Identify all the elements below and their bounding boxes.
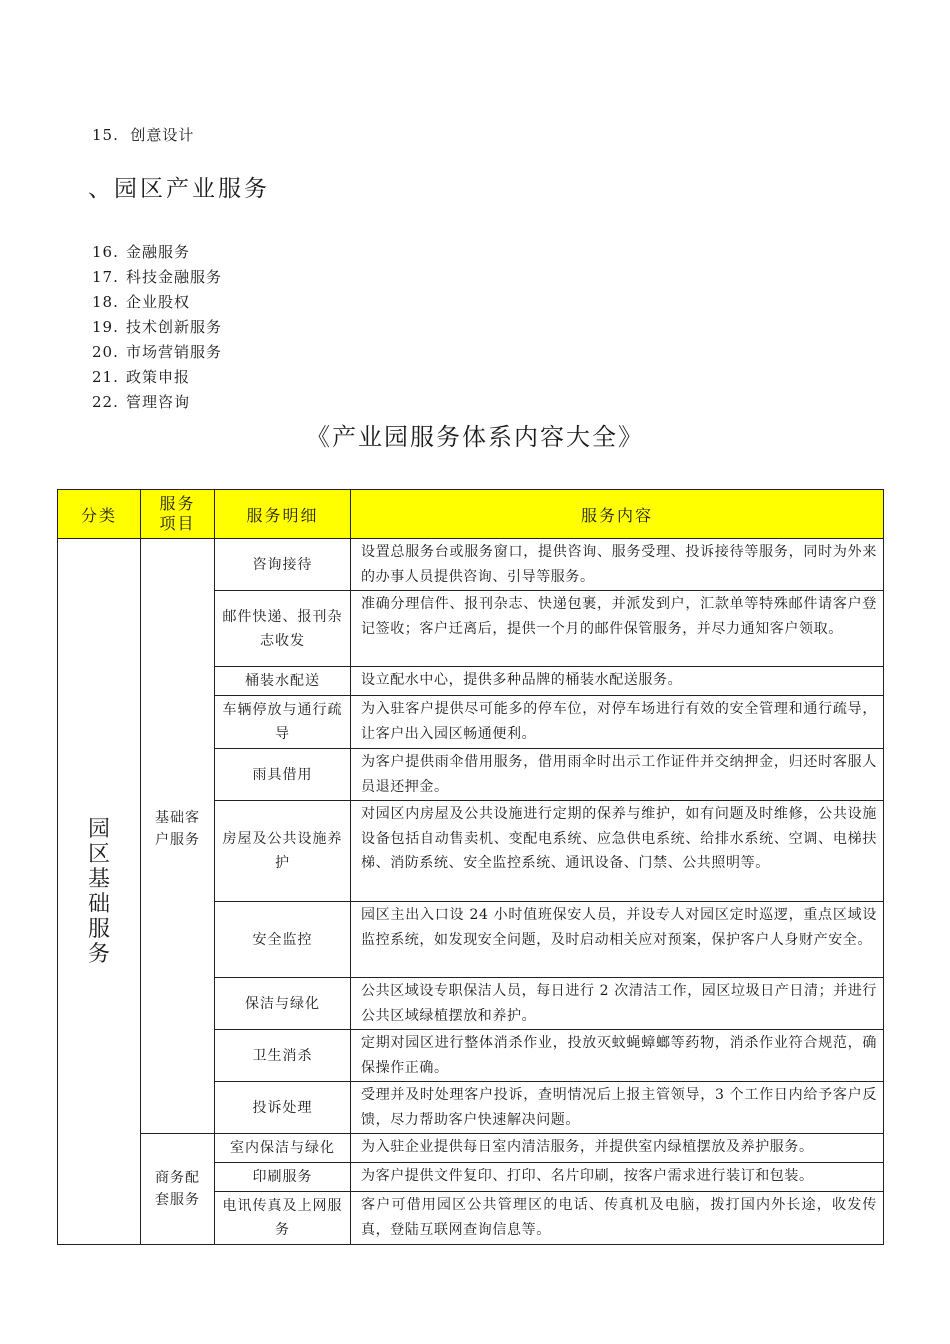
list-label: 金融服务 xyxy=(126,243,191,261)
list-number: 16. xyxy=(92,243,119,261)
content-cell: 设置总服务台或服务窗口，提供咨询、服务受理、投诉接待等服务，同时为外来的办事人员提供咨询、引导等服务。 xyxy=(351,539,884,591)
list-item xyxy=(92,315,222,340)
list-label: 创意设计 xyxy=(130,126,195,144)
table-header-row xyxy=(58,490,884,539)
category-label: 园区基础服务 xyxy=(87,816,110,967)
content-cell: 对园区内房屋及公共设施进行定期的保养与维护，如有问题及时维修，公共设施设备包括自动售卖机、变配电系统、应急供电系统、给排水系统、空调、电梯扶梯、消防系统、安全监控系统、通讯设备、门禁、公共照明等。 xyxy=(351,801,884,902)
list-label: 管理咨询 xyxy=(126,393,191,411)
list-item xyxy=(92,390,222,415)
service-list xyxy=(92,240,222,415)
header-item xyxy=(141,490,215,539)
list-number: 15. xyxy=(92,126,119,144)
content-cell: 准确分理信件、报刊杂志、快递包裹，并派发到户，汇款单等特殊邮件请客户登记签收；客户迁离后，提供一个月的邮件保管服务，并尽力通知客户领取。 xyxy=(351,591,884,667)
detail-cell: 车辆停放与通行疏导 xyxy=(215,696,351,749)
detail-cell: 房屋及公共设施养护 xyxy=(215,801,351,902)
list-number: 21. xyxy=(92,368,119,386)
section-heading: 、园区产业服务 xyxy=(88,176,270,202)
header-detail: 服务明细 xyxy=(215,490,351,539)
content-cell: 受理并及时处理客户投诉，查明情况后上报主管领导，3 个工作日内给予客户反馈，尽力帮助客户快速解决问题。 xyxy=(351,1082,884,1134)
list-item xyxy=(92,240,222,265)
content-cell: 为客户提供文件复印、打印、名片印刷，按客户需求进行装订和包装。 xyxy=(351,1163,884,1192)
list-item xyxy=(92,265,222,290)
list-item-15 xyxy=(92,124,194,145)
header-category: 分类 xyxy=(58,490,141,539)
list-label: 技术创新服务 xyxy=(126,318,223,336)
detail-cell: 安全监控 xyxy=(215,902,351,978)
list-item xyxy=(92,340,222,365)
list-label: 科技金融服务 xyxy=(126,268,223,286)
group-cell: 商务配套服务 xyxy=(141,1134,215,1245)
list-label: 市场营销服务 xyxy=(126,343,223,361)
content-cell: 公共区域设专职保洁人员，每日进行 2 次清洁工作，园区垃圾日产日清；并进行公共区域绿植摆放和养护。 xyxy=(351,978,884,1030)
list-number: 17. xyxy=(92,268,119,286)
list-item xyxy=(92,365,222,390)
header-item-line: 项目 xyxy=(159,514,196,533)
list-number: 18. xyxy=(92,293,119,311)
content-cell: 园区主出入口设 24 小时值班保安人员，并设专人对园区定时巡逻，重点区域设监控系统，如发现安全问题，及时启动相关应对预案，保护客户人身财产安全。 xyxy=(351,902,884,978)
group-cell: 基础客户服务 xyxy=(141,539,215,1134)
document-title: 《产业园服务体系内容大全》 xyxy=(306,423,644,451)
detail-cell: 室内保洁与绿化 xyxy=(215,1134,351,1163)
content-cell: 客户可借用园区公共管理区的电话、传真机及电脑，拨打国内外长途，收发传真，登陆互联网查询信息等。 xyxy=(351,1192,884,1245)
detail-cell: 雨具借用 xyxy=(215,749,351,801)
table-row xyxy=(58,1134,884,1163)
header-content: 服务内容 xyxy=(351,490,884,539)
table-row xyxy=(58,539,884,591)
detail-cell: 保洁与绿化 xyxy=(215,978,351,1030)
content-cell: 为入驻企业提供每日室内清洁服务，并提供室内绿植摆放及养护服务。 xyxy=(351,1134,884,1163)
category-cell xyxy=(58,539,141,1245)
content-cell: 设立配水中心，提供多种品牌的桶装水配送服务。 xyxy=(351,667,884,696)
detail-cell: 卫生消杀 xyxy=(215,1030,351,1082)
header-item-line: 服务 xyxy=(159,494,196,513)
list-label: 政策申报 xyxy=(126,368,191,386)
detail-cell: 印刷服务 xyxy=(215,1163,351,1192)
detail-cell: 咨询接待 xyxy=(215,539,351,591)
content-cell: 为客户提供雨伞借用服务，借用雨伞时出示工作证件并交纳押金，归还时客服人员退还押金。 xyxy=(351,749,884,801)
detail-cell: 桶装水配送 xyxy=(215,667,351,696)
list-number: 22. xyxy=(92,393,119,411)
detail-cell: 邮件快递、报刊杂志收发 xyxy=(215,591,351,667)
detail-cell: 投诉处理 xyxy=(215,1082,351,1134)
list-number: 19. xyxy=(92,318,119,336)
list-label: 企业股权 xyxy=(126,293,191,311)
list-item xyxy=(92,290,222,315)
detail-cell: 电讯传真及上网服务 xyxy=(215,1192,351,1245)
service-table xyxy=(57,489,884,1245)
content-cell: 定期对园区进行整体消杀作业，投放灭蚊蝇蟑螂等药物，消杀作业符合规范，确保操作正确。 xyxy=(351,1030,884,1082)
list-number: 20. xyxy=(92,343,119,361)
content-cell: 为入驻客户提供尽可能多的停车位，对停车场进行有效的安全管理和通行疏导，让客户出入园区畅通便利。 xyxy=(351,696,884,749)
